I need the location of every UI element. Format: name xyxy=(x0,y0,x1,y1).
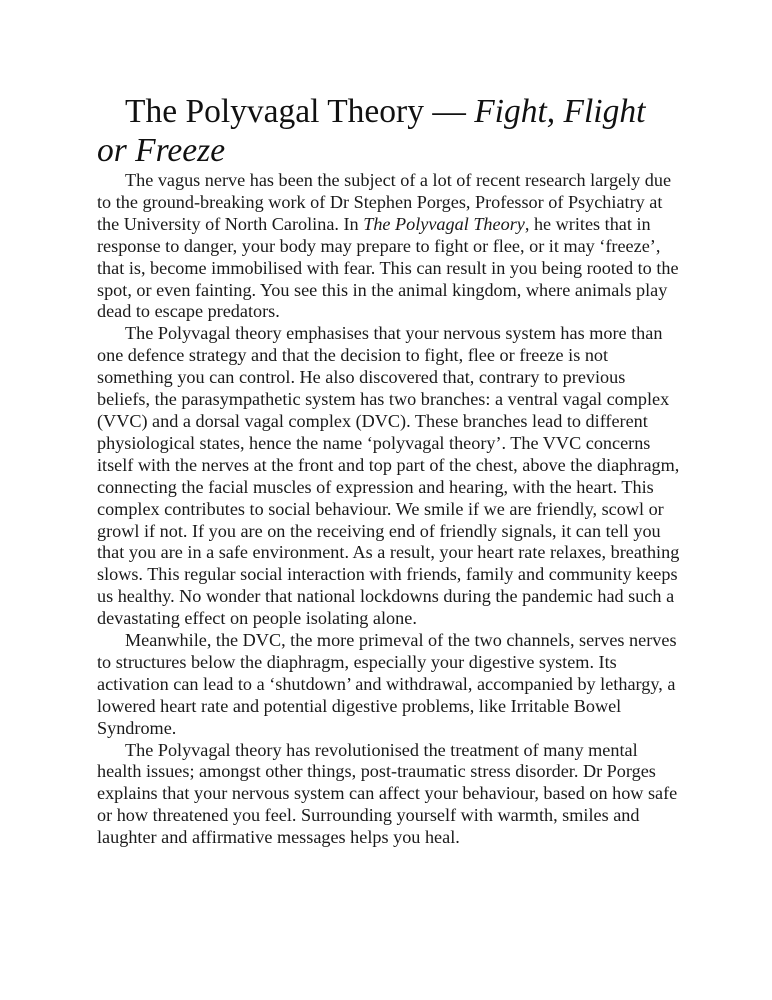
chapter-title-italic: Fight, Flight or Freeze xyxy=(97,93,646,169)
paragraph-2: The Polyvagal theory emphasises that your nervous system has more than one defence strategy and that the decision to fight, flee or freeze is not something you can control. He also discovered that, contrary to previous beliefs, the parasympathetic system has two branches: a ventral vagal complex (VVC) and a dorsal vagal complex (DVC). These branches lead to different physiological states, hence the name ‘polyvagal theory’. The VVC concerns itself with the nerves at the front and top part of the chest, above the diaphragm, connecting the facial muscles of expression and hearing, with the heart. This complex contributes to social behaviour. We smile if we are friendly, scowl or growl if not. If you are on the receiving end of friendly signals, it can tell you that you are in a safe environment. As a result, your heart rate relaxes, breathing slows. This regular social interaction with friends, family and community keeps us healthy. No wonder that national lockdowns during the pandemic had such a devastating effect on people isolating alone. xyxy=(97,323,680,629)
paragraph-4: The Polyvagal theory has revolutionised the treatment of many mental health issues; amongst other things, post-traumatic stress disorder. Dr Porges explains that your nervous system can affect your behaviour, based on how safe or how threatened you feel. Surrounding yourself with warmth, smiles and laughter and affirmative messages helps you heal. xyxy=(97,739,678,848)
document-page xyxy=(97,92,682,849)
chapter-title-prefix: The Polyvagal Theory — xyxy=(125,93,475,130)
book-title-reference: The Polyvagal Theory xyxy=(363,213,525,234)
paragraph-1 xyxy=(97,170,682,323)
paragraph-3: Meanwhile, the DVC, the more primeval of the two channels, serves nerves to structures below the diaphragm, especially your digestive system. Its activation can lead to a ‘shutdown’ and withdrawal, accompanied by lethargy, a lowered heart rate and potential digestive problems, like Irritable Bowel Syndrome. xyxy=(97,630,677,738)
paragraph-1-text-start: The vagus nerve has been the subject of a lot of recent research largely due to the ground-breaking work of Dr Stephen Porges, Professor of Psychiatry at the University of North Carolina. In xyxy=(97,170,672,234)
chapter-title xyxy=(97,92,682,170)
paragraph-1-text-end: , he writes that in response to danger, your body may prepare to fight or flee, or it may ‘freeze’, that is, become immobilised with fear. This can result in you being rooted to the spot, or even fainting. You see this in the animal kingdom, where animals play dead to escape predators. xyxy=(97,213,679,322)
